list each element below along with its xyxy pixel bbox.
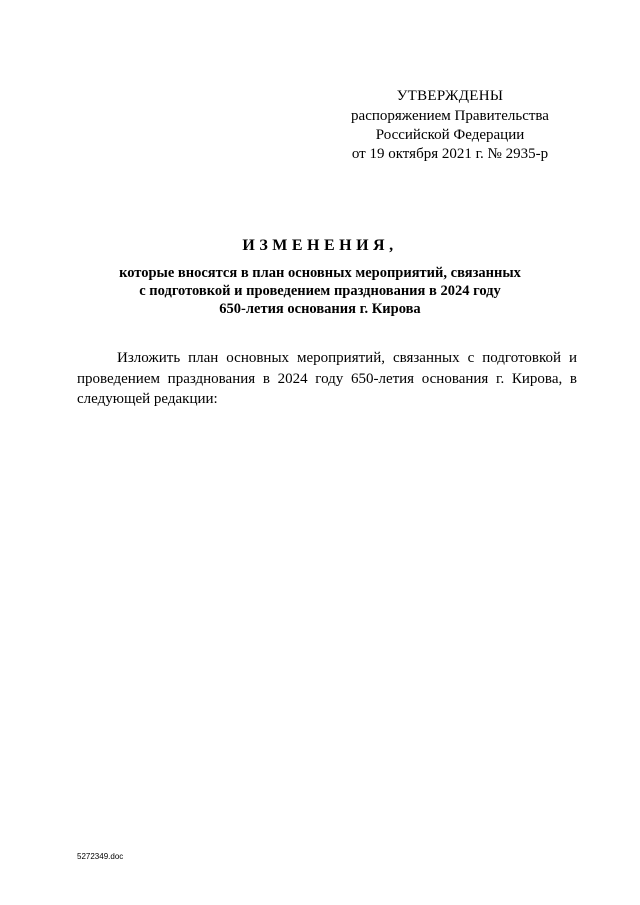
approval-stamp	[340, 87, 560, 164]
approval-date-number: от 19 октября 2021 г. № 2935-р	[351, 146, 549, 162]
document-body	[77, 348, 577, 410]
document-subtitle-line-3: 650-летия основания г. Кирова	[219, 301, 421, 317]
footer-doc-id: 5272349.doc	[77, 852, 124, 861]
approval-line-1: распоряжением Правительства	[351, 108, 549, 124]
body-paragraph: Изложить план основных мероприятий, связанных с подготовкой и проведением празднования в 2024 году 650-летия основания г. Кирова, в следующей редакции:	[77, 350, 577, 407]
approval-heading: УТВЕРЖДЕНЫ	[396, 88, 504, 104]
document-subtitle-line-1: которые вносятся в план основных мероприятий, связанных	[119, 265, 521, 281]
approval-line-2: Российской Федерации	[375, 127, 525, 143]
document-title-block	[60, 236, 580, 318]
document-subtitle-line-2: с подготовкой и проведением празднования в 2024 году	[139, 283, 501, 299]
document-title: ИЗМЕНЕНИЯ,	[242, 237, 398, 254]
